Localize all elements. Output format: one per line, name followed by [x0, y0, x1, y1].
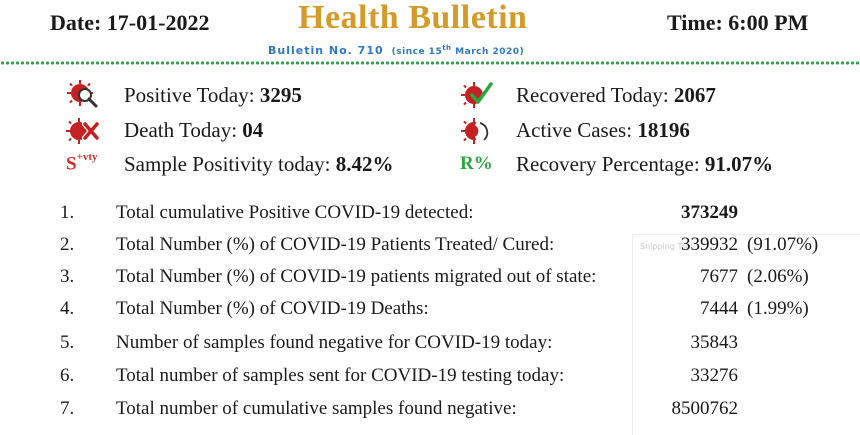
recovered-today-value: 2067	[673, 83, 716, 107]
death-today	[124, 118, 263, 143]
row-number: 1.	[60, 202, 75, 223]
table-row	[0, 332, 860, 362]
bulletin-number-text: Bulletin No. 710	[268, 44, 384, 57]
row-value: 339932	[681, 234, 738, 255]
since-sup: th	[442, 44, 452, 52]
active-cases-label: Active Cases:	[516, 118, 638, 142]
row-description: Total number of cumulative samples found negative:	[116, 398, 517, 419]
row-number: 2.	[60, 234, 75, 255]
table-row	[0, 266, 860, 296]
snipping-watermark: Snipping Tool	[640, 242, 693, 251]
death-today-label: Death Today:	[124, 118, 243, 142]
row-value: 7677	[700, 266, 738, 287]
virus-magnifier-icon	[66, 80, 100, 110]
recovery-symbol: R%	[460, 153, 493, 174]
since-prefix: (since 15	[391, 47, 443, 57]
row-description: Total number of samples sent for COVID-19 testing today:	[116, 365, 565, 386]
bulletin-since	[391, 44, 525, 57]
positive-today	[124, 83, 302, 108]
row-description: Total Number (%) of COVID-19 patients migrated out of state:	[116, 266, 597, 287]
recovered-today-label: Recovered Today:	[516, 83, 674, 107]
sample-positivity-value: 8.42%	[335, 152, 394, 176]
row-number: 5.	[60, 332, 75, 353]
positive-today-label: Positive Today:	[124, 83, 260, 107]
recovery-percentage	[516, 152, 773, 177]
since-suffix: March 2020)	[451, 47, 525, 57]
virus-cross-icon	[66, 116, 100, 146]
virus-check-icon	[460, 80, 494, 110]
row-percent: (2.06%)	[747, 266, 809, 287]
bulletin-title: Health Bulletin	[298, 0, 528, 36]
row-description: Total Number (%) of COVID-19 Deaths:	[116, 298, 429, 319]
death-today-value: 04	[242, 118, 264, 142]
positivity-symbol	[66, 153, 98, 175]
active-cases-value: 18196	[637, 118, 690, 142]
row-percent: (1.99%)	[747, 298, 809, 319]
positive-today-value: 3295	[259, 83, 302, 107]
bulletin-header	[0, 0, 860, 62]
row-value: 35843	[690, 332, 738, 353]
bulletin-number	[268, 44, 524, 57]
table-row	[0, 234, 860, 264]
table-row	[0, 298, 860, 328]
row-number: 4.	[60, 298, 75, 319]
row-number: 6.	[60, 365, 75, 386]
virus-partial-icon	[460, 116, 494, 146]
dotted-divider	[0, 60, 860, 66]
positivity-symbol-main: S	[66, 153, 77, 175]
row-description: Number of samples found negative for COVID-19 today:	[116, 332, 553, 353]
row-number: 3.	[60, 266, 75, 287]
table-row	[0, 398, 860, 428]
row-description: Total Number (%) of COVID-19 Patients Treated/ Cured:	[116, 234, 555, 255]
table-row	[0, 202, 860, 232]
row-value: 7444	[700, 298, 738, 319]
table-row	[0, 365, 860, 395]
recovery-percentage-value: 91.07%	[704, 152, 774, 176]
row-description: Total cumulative Positive COVID-19 detected:	[116, 202, 474, 223]
positivity-symbol-sup: +vty	[76, 151, 98, 163]
active-cases	[516, 118, 690, 143]
row-percent: (91.07%)	[747, 234, 819, 255]
row-value: 33276	[690, 365, 738, 386]
bulletin-date: Date: 17-01-2022	[50, 10, 210, 35]
row-number: 7.	[60, 398, 75, 419]
row-value: 373249	[681, 202, 738, 223]
sample-positivity	[124, 152, 394, 177]
recovered-today	[516, 83, 716, 108]
recovery-percentage-label: Recovery Percentage:	[516, 152, 705, 176]
sample-positivity-label: Sample Positivity today:	[124, 152, 336, 176]
bulletin-time: Time: 6:00 PM	[667, 10, 809, 35]
row-value: 8500762	[671, 398, 738, 419]
